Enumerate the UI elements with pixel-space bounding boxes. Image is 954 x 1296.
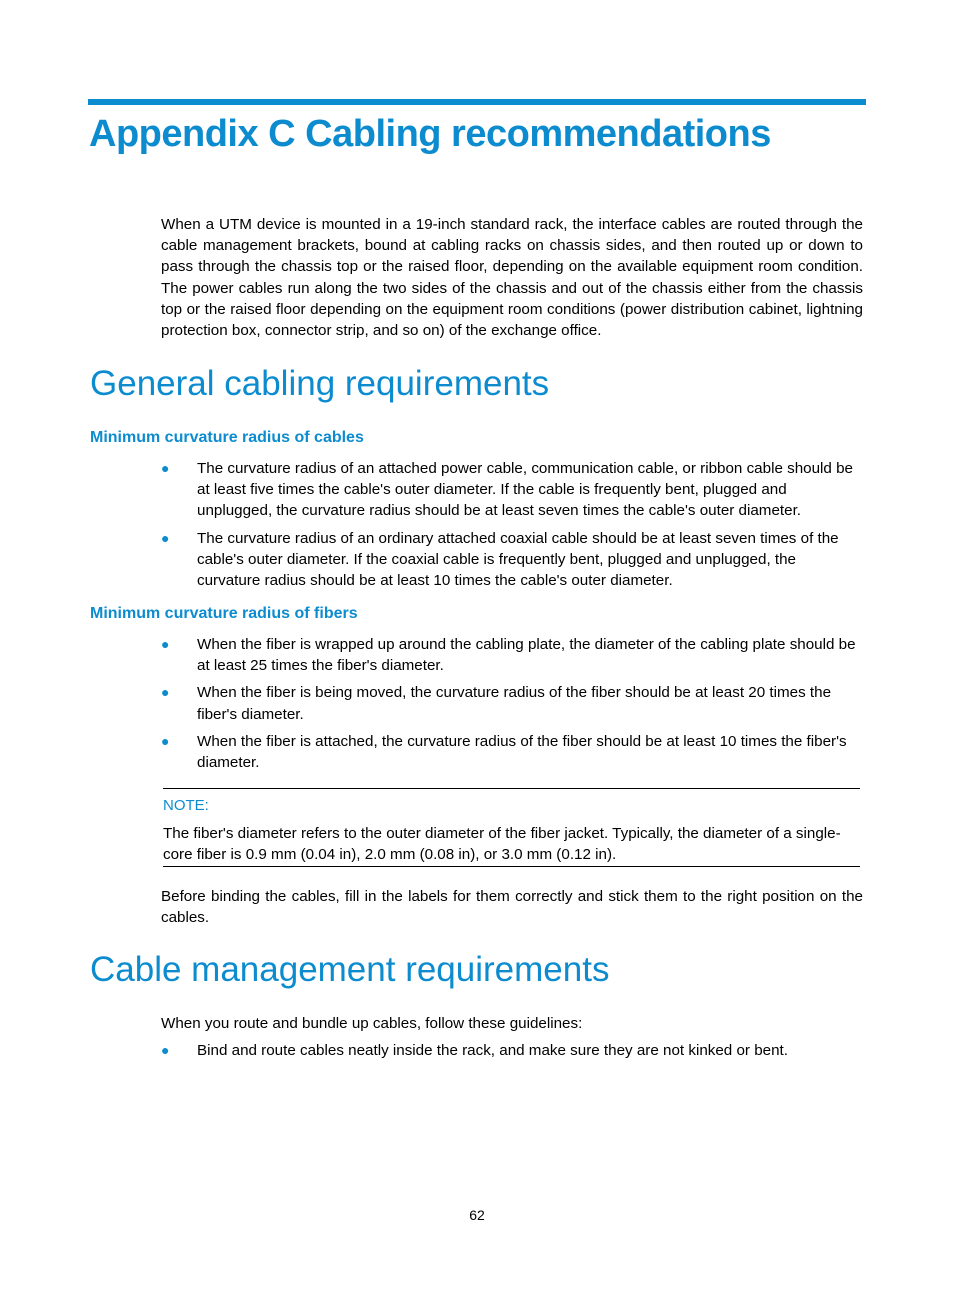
page-title: Appendix C Cabling recommendations — [89, 113, 771, 155]
intro-paragraph: When a UTM device is mounted in a 19-inch standard rack, the interface cables are routed through the cable management brackets, bound at cabling racks on chassis sides, and then routed up or down to pass through the chassis top or the raised floor, depending on the available equipment room condition. The power cables run along the two sides of the chassis and out of the chassis either from the chassis top or the raised floor depending on the equipment room conditions (power distribution cabinet, lightning protection box, connector strip, and so on) of the exchange office. — [161, 216, 863, 340]
note-label: NOTE: — [163, 797, 209, 814]
subheading-cables: Minimum curvature radius of cables — [90, 429, 364, 446]
bullet-icon: ● — [161, 1042, 170, 1058]
management-intro: When you route and bundle up cables, follow these guidelines: — [161, 1015, 583, 1032]
fibers-bullet-list — [161, 634, 863, 779]
section-heading-management: Cable management requirements — [90, 950, 610, 989]
subheading-fibers: Minimum curvature radius of fibers — [90, 605, 358, 622]
title-rule — [88, 99, 866, 105]
list-item: ● When the fiber is wrapped up around the cabling plate, the diameter of the cabling plate should be at least 25 times the fiber's diameter. — [161, 636, 856, 675]
note-box — [163, 788, 860, 867]
list-item: ● When the fiber is attached, the curvature radius of the fiber should be at least 10 times the fiber's diameter. — [161, 732, 847, 772]
list-item: ● When the fiber is being moved, the curvature radius of the fiber should be at least 20 times the fiber's diameter. — [161, 684, 832, 723]
list-item: ● The curvature radius of an attached power cable, communication cable, or ribbon cable should be at least five times the cable's outer diameter. If the cable is frequently bent, plugged and unplugged, the curvature radius should be at least seven times the cable's outer diameter. — [161, 460, 853, 520]
bullet-icon: ● — [161, 529, 170, 546]
page-number: 62 — [469, 1207, 485, 1223]
bullet-icon: ● — [161, 460, 170, 476]
note-text: The fiber's diameter refers to the outer diameter of the fiber jacket. Typically, the diameter of a single-core fiber is 0.9 mm (0.04 in), 2.0 mm (0.08 in), or 3.0 mm (0.12 in). — [163, 825, 841, 864]
labels-paragraph: Before binding the cables, fill in the labels for them correctly and stick them to the right position on the cables. — [161, 888, 863, 927]
bullet-icon: ● — [161, 732, 170, 749]
management-bullet-list — [161, 1040, 863, 1067]
bullet-icon: ● — [161, 684, 170, 701]
list-item: ● The curvature radius of an ordinary attached coaxial cable should be at least seven times of the cable's outer diameter. If the coaxial cable is frequently bent, plugged and unplugged, the curvature radius should be at least 10 times the cable's outer diameter. — [161, 529, 839, 590]
section-heading-general: General cabling requirements — [90, 364, 550, 403]
list-item: ● Bind and route cables neatly inside the rack, and make sure they are not kinked or bent. — [161, 1040, 863, 1061]
cables-bullet-list — [161, 458, 863, 597]
bullet-icon: ● — [161, 636, 170, 652]
